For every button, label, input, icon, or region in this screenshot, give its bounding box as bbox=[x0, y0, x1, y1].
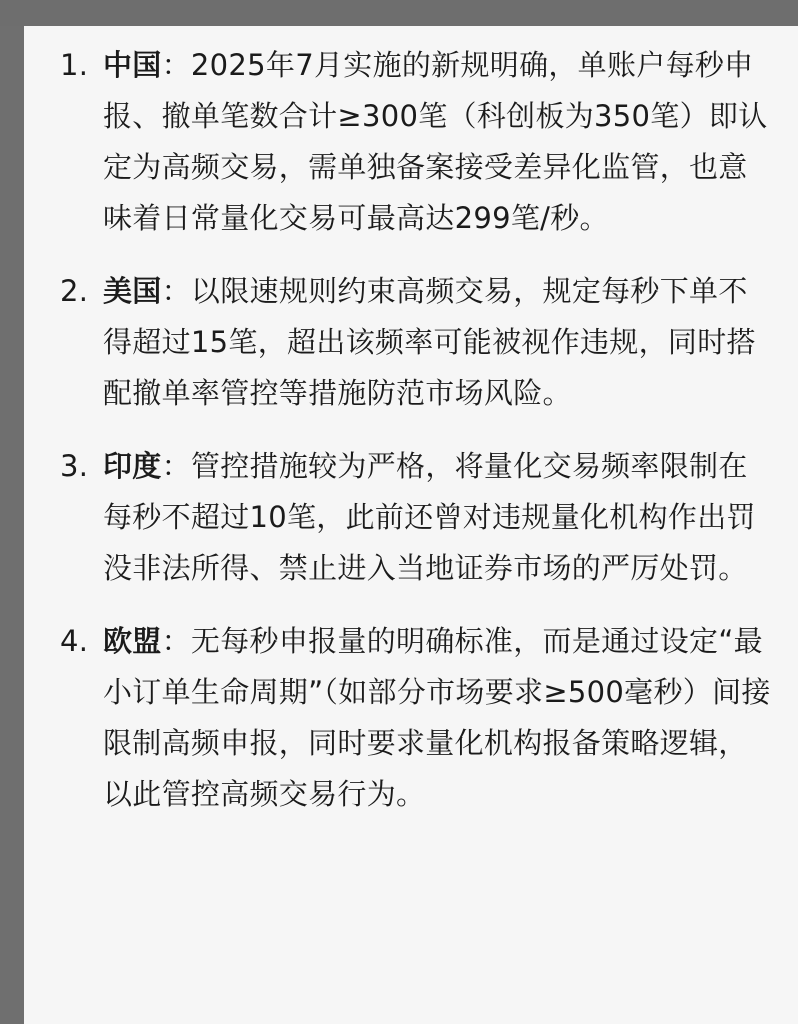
item-text: 无每秒申报量的明确标准，而是通过设定“最小订单生命周期”（如部分市场要求≥500毫秒）间接限制高频申报，同时要求量化机构报备策略逻辑，以此管控高频交易行为。 bbox=[103, 624, 771, 811]
item-separator: ： bbox=[161, 48, 191, 82]
list-item-china bbox=[24, 40, 798, 244]
list-item-india bbox=[24, 441, 798, 594]
list-number: 2. bbox=[60, 274, 89, 308]
regulation-list bbox=[24, 40, 798, 820]
item-text: 2025年7月实施的新规明确，单账户每秒申报、撤单笔数合计≥300笔（科创板为350笔）即认定为高频交易，需单独备案接受差异化监管，也意味着日常量化交易可最高达299笔/秒。 bbox=[103, 48, 768, 235]
item-text: 管控措施较为严格，将量化交易频率限制在每秒不超过10笔，此前还曾对违规量化机构作出罚没非法所得、禁止进入当地证券市场的严厉处罚。 bbox=[103, 449, 756, 585]
item-label: 印度 bbox=[103, 449, 162, 483]
list-item-usa bbox=[24, 266, 798, 419]
list-number: 4. bbox=[60, 624, 89, 658]
document-panel bbox=[24, 26, 798, 1024]
item-separator: ： bbox=[161, 624, 191, 658]
item-text: 以限速规则约束高频交易，规定每秒下单不得超过15笔，超出该频率可能被视作违规，同时搭配撤单率管控等措施防范市场风险。 bbox=[103, 274, 756, 410]
item-label: 欧盟 bbox=[103, 624, 162, 658]
item-separator: ： bbox=[161, 449, 191, 483]
list-number: 3. bbox=[60, 449, 89, 483]
item-label: 中国 bbox=[103, 48, 162, 82]
top-bar bbox=[0, 0, 798, 26]
list-item-eu bbox=[24, 616, 798, 820]
item-label: 美国 bbox=[103, 274, 162, 308]
item-separator: ： bbox=[161, 274, 191, 308]
list-number: 1. bbox=[60, 48, 89, 82]
